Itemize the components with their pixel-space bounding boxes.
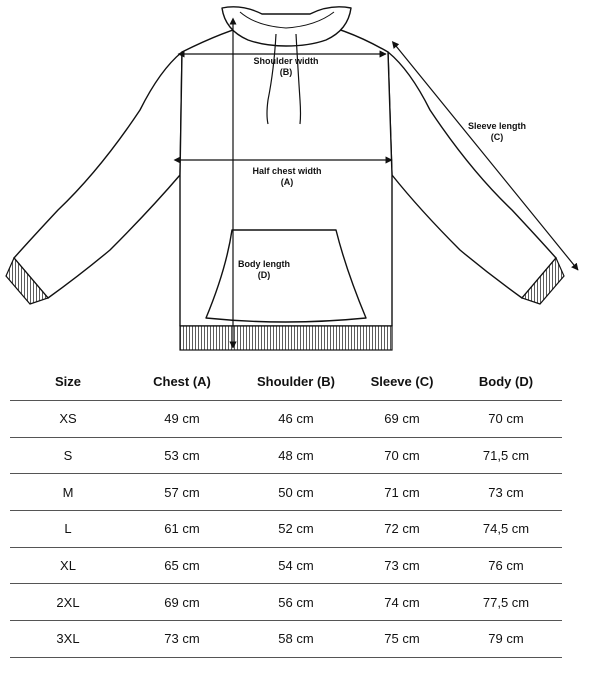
cell-size: M [10,474,126,511]
table-row [10,584,562,621]
half-chest-width-label [242,166,332,188]
cell-sleeve: 72 cm [354,511,450,548]
cell-body: 71,5 cm [450,437,562,474]
header-shoulder: Shoulder (B) [238,362,354,401]
table-row [10,621,562,658]
cell-size: 2XL [10,584,126,621]
table-row [10,474,562,511]
table-row [10,437,562,474]
cell-chest: 73 cm [126,621,238,658]
cell-shoulder: 48 cm [238,437,354,474]
cell-shoulder: 52 cm [238,511,354,548]
cell-size: L [10,511,126,548]
size-table [10,362,562,658]
sleeve-length-label [462,121,532,143]
cell-sleeve: 74 cm [354,584,450,621]
waistband [180,326,392,350]
sleeve-length-code: (C) [490,132,504,142]
cell-body: 73 cm [450,474,562,511]
cell-chest: 49 cm [126,401,238,438]
cell-shoulder: 50 cm [238,474,354,511]
cell-chest: 61 cm [126,511,238,548]
body-length-label [234,259,294,281]
header-body: Body (D) [450,362,562,401]
left-sleeve [14,52,182,298]
cell-size: XS [10,401,126,438]
cell-body: 70 cm [450,401,562,438]
cell-chest: 65 cm [126,547,238,584]
shoulder-width-code: (B) [279,67,293,77]
table-row [10,547,562,584]
shoulder-width-label [246,56,326,78]
cell-body: 77,5 cm [450,584,562,621]
cell-body: 76 cm [450,547,562,584]
cell-chest: 53 cm [126,437,238,474]
cell-shoulder: 56 cm [238,584,354,621]
half-chest-width-text: Half chest width [252,166,322,176]
cell-size: XL [10,547,126,584]
cell-sleeve: 71 cm [354,474,450,511]
header-size: Size [10,362,126,401]
half-chest-width-code: (A) [280,177,294,187]
body-length-text: Body length [238,259,290,269]
cell-shoulder: 54 cm [238,547,354,584]
table-header-row [10,362,562,401]
cell-size: S [10,437,126,474]
right-sleeve [388,52,556,298]
sleeve-length-text: Sleeve length [467,121,527,131]
cell-sleeve: 75 cm [354,621,450,658]
table-row [10,401,562,438]
table-row [10,511,562,548]
cell-sleeve: 70 cm [354,437,450,474]
cell-body: 74,5 cm [450,511,562,548]
header-sleeve: Sleeve (C) [354,362,450,401]
cell-chest: 69 cm [126,584,238,621]
body-length-code: (D) [257,270,271,280]
cell-chest: 57 cm [126,474,238,511]
shoulder-width-text: Shoulder width [253,56,319,66]
cell-sleeve: 69 cm [354,401,450,438]
cell-size: 3XL [10,621,126,658]
cell-shoulder: 58 cm [238,621,354,658]
cell-sleeve: 73 cm [354,547,450,584]
cell-body: 79 cm [450,621,562,658]
cell-shoulder: 46 cm [238,401,354,438]
header-chest: Chest (A) [126,362,238,401]
